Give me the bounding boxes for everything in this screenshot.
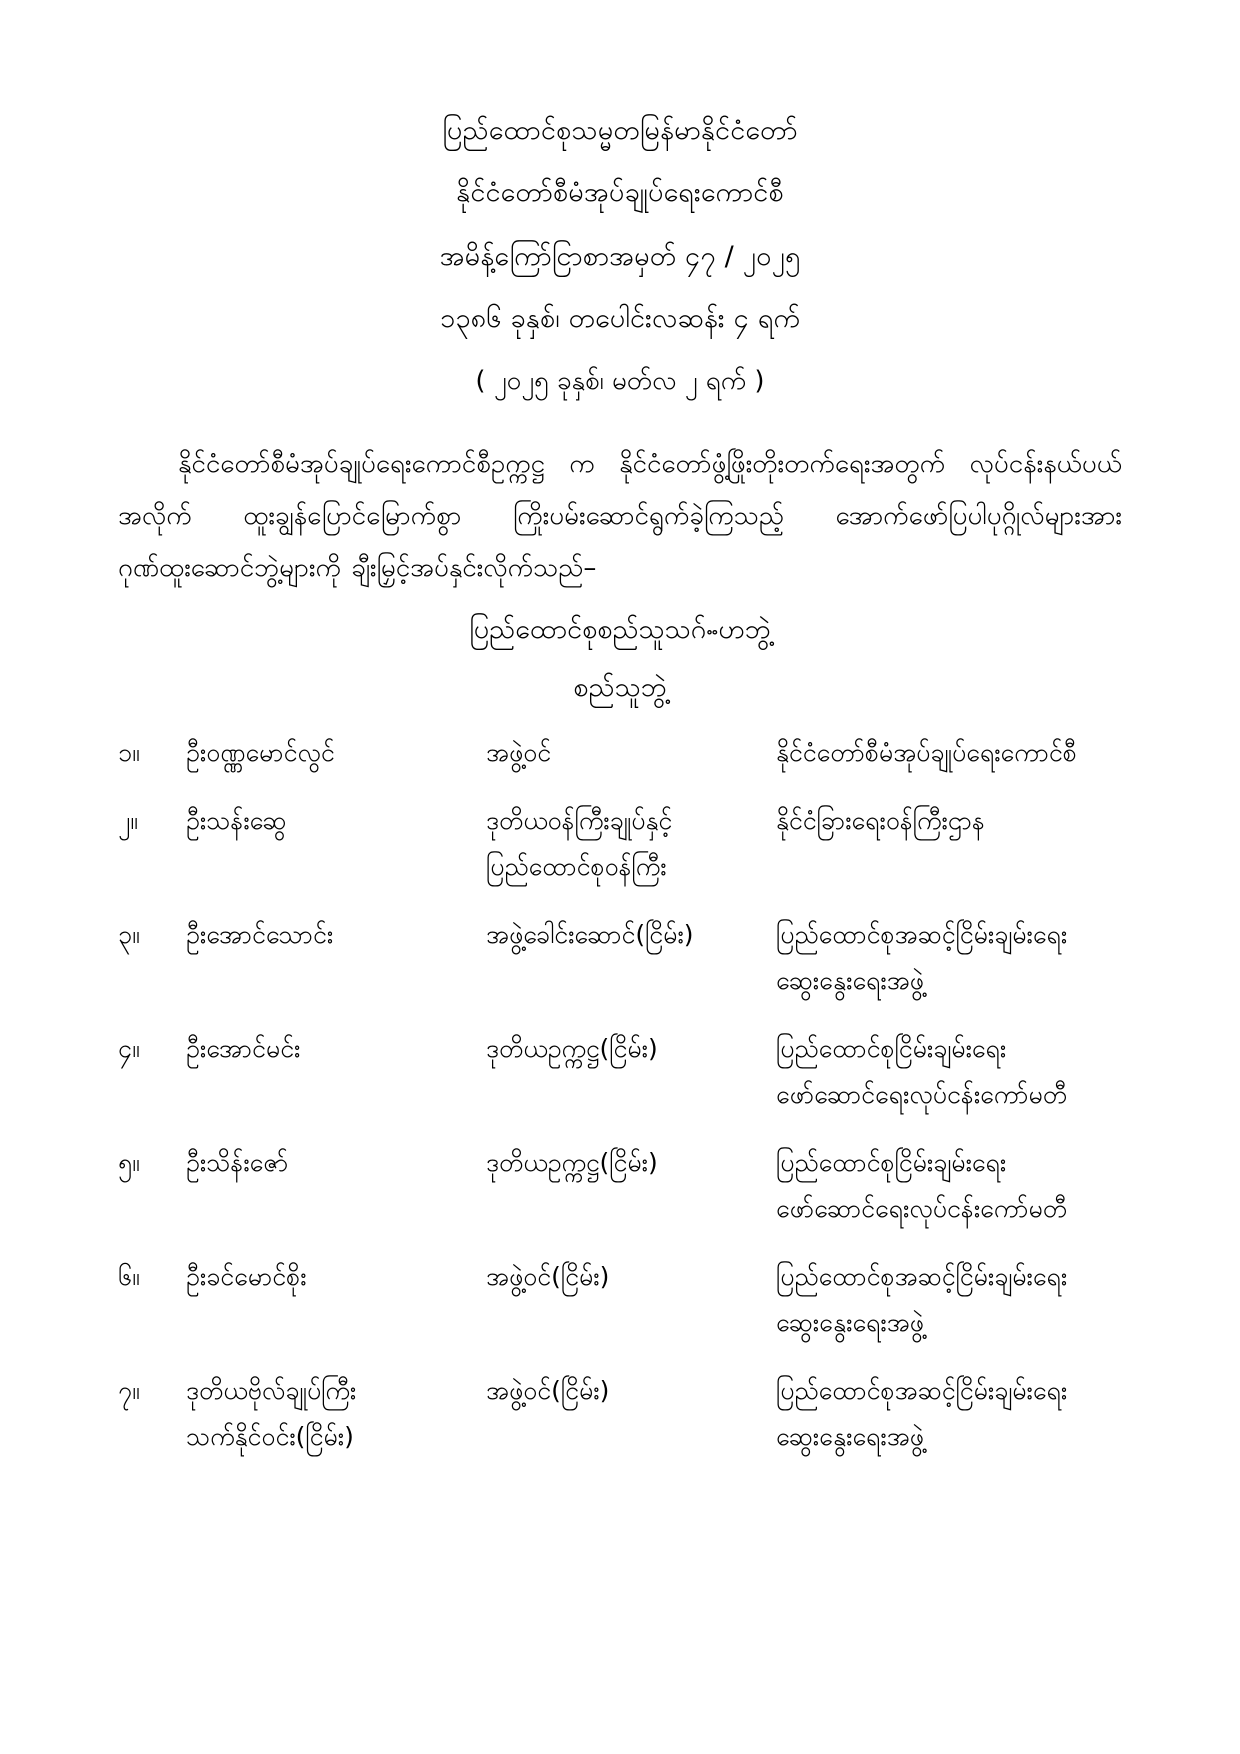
row-org-main: နိုင်ငံတော်စီမံအုပ်ချုပ်ရေးကောင်စီ: [776, 738, 1077, 767]
row-name-main: ဦးသန်းဆွေ: [186, 806, 287, 835]
table-row: [118, 798, 1122, 912]
row-role: [486, 912, 776, 1026]
header-notification-number: အမိန့်ကြော်ငြာစာအမှတ် ၄၇ / ၂၀၂၅: [439, 241, 801, 272]
row-name-main: ဦးဝဏ္ဏမောင်လွင်: [186, 738, 335, 767]
row-name-main: ဦးခင်မောင်စိုး: [186, 1262, 307, 1291]
row-org: [776, 1254, 1122, 1368]
table-row: [118, 1026, 1122, 1140]
row-name: [186, 912, 486, 1026]
row-org-sub: ဆွေးနွေးရေးအဖွဲ့: [776, 966, 924, 995]
row-name: [186, 1254, 486, 1368]
row-role-main: ဒုတိယဥက္ကဋ္ဌ(ငြိမ်း): [486, 1034, 658, 1063]
row-role-main: ဒုတိယဥက္ကဋ္ဌ(ငြိမ်း): [486, 1148, 658, 1177]
row-role-main: အဖွဲ့ဝင်: [486, 738, 552, 767]
row-role: [486, 1140, 776, 1254]
row-name-main: ဦးအောင်မင်း: [186, 1034, 301, 1063]
row-number: ၅။: [118, 1148, 140, 1177]
row-role: [486, 1026, 776, 1140]
row-role-main: အဖွဲ့ဝင်(ငြိမ်း): [486, 1376, 610, 1405]
row-org: [776, 1140, 1122, 1254]
row-org-main: ပြည်ထောင်စုငြိမ်းချမ်းရေး: [776, 1148, 1007, 1177]
row-org: [776, 1368, 1122, 1482]
row-org-main: နိုင်ငံခြားရေးဝန်ကြီးဌာန: [776, 806, 985, 835]
row-role-main: ဒုတိယဝန်ကြီးချုပ်နှင့်: [486, 806, 673, 835]
row-org-main: ပြည်ထောင်စုအဆင့်ငြိမ်းချမ်းရေး: [776, 1262, 1068, 1291]
row-org: [776, 798, 1122, 912]
row-org: [776, 730, 1122, 798]
header-country-line: ပြည်ထောင်စုသမ္မတမြန်မာနိုင်ငံတော်: [442, 115, 798, 146]
row-name: [186, 798, 486, 912]
document-header: [118, 100, 1122, 412]
recipients-table: [118, 730, 1122, 1482]
row-number: ၁။: [118, 738, 140, 767]
row-name-sub: သက်နိုင်ဝင်း(ငြိမ်း): [186, 1422, 354, 1451]
table-row: [118, 1140, 1122, 1254]
row-role: [486, 1368, 776, 1482]
row-role-main: အဖွဲ့ခေါင်းဆောင်(ငြိမ်း): [486, 920, 694, 949]
row-org: [776, 1026, 1122, 1140]
row-number: ၄။: [118, 1034, 140, 1063]
award-subtitle: စည်သူဘွဲ့: [573, 672, 667, 703]
row-name: [186, 730, 486, 798]
row-org-sub: ဆွေးနွေးရေးအဖွဲ့: [776, 1308, 924, 1337]
row-name: [186, 1140, 486, 1254]
row-name-main: ဦးအောင်သောင်း: [186, 920, 334, 949]
row-number: ၃။: [118, 920, 140, 949]
row-name: [186, 1026, 486, 1140]
row-number: ၇။: [118, 1376, 140, 1405]
row-org-main: ပြည်ထောင်စုငြိမ်းချမ်းရေး: [776, 1034, 1007, 1063]
award-title: ပြည်ထောင်စုစည်သူသဂ်ႌဟဘွဲ့: [469, 614, 771, 645]
row-role-sub: ပြည်ထောင်စုဝန်ကြီး: [486, 852, 667, 881]
row-org-sub: ဖော်ဆောင်ရေးလုပ်ငန်းကော်မတီ: [776, 1194, 1068, 1223]
header-gregorian-date: ( ၂၀၂၅ ခုနှစ်၊ မတ်လ ၂ ရက် ): [475, 366, 765, 396]
row-number: ၆။: [118, 1262, 140, 1291]
row-role-main: အဖွဲ့ဝင်(ငြိမ်း): [486, 1262, 610, 1291]
row-org-main: ပြည်ထောင်စုအဆင့်ငြိမ်းချမ်းရေး: [776, 1376, 1068, 1405]
row-number: ၂။: [118, 806, 138, 835]
row-role: [486, 730, 776, 798]
row-name: [186, 1368, 486, 1482]
header-burmese-date: ၁၃၈၆ ခုနှစ်၊ တပေါင်းလဆန်း ၄ ရက်: [439, 303, 801, 334]
row-role: [486, 1254, 776, 1368]
row-role: [486, 798, 776, 912]
table-row: [118, 912, 1122, 1026]
table-row: [118, 730, 1122, 798]
body-paragraph: နိုင်ငံတော်စီမံအုပ်ချုပ်ရေးကောင်စီဥက္ကဋ္ဌ က နိုင်ငံတော်ဖွံ့ဖြိုးတိုးတက်ရေးအတွက် လုပ်ငန်းနယ်ပယ်အလိုက် ထူးချွန်ပြောင်မြောက်စွာ ကြိုးပမ်းဆောင်ရွက်ခဲ့ကြသည့် အောက်ဖော်ပြပါပုဂ္ဂိုလ်များအား ဂုဏ်ထူးဆောင်ဘွဲ့များကို ချီးမြှင့်အပ်နှင်းလိုက်သည်–: [118, 449, 1122, 583]
table-row: [118, 1254, 1122, 1368]
row-name-main: ဒုတိယဗိုလ်ချုပ်ကြီး: [186, 1376, 357, 1405]
row-org-sub: ဖော်ဆောင်ရေးလုပ်ငန်းကော်မတီ: [776, 1080, 1068, 1109]
row-org: [776, 912, 1122, 1026]
row-org-sub: ဆွေးနွေးရေးအဖွဲ့: [776, 1422, 924, 1451]
header-council-line: နိုင်ငံတော်စီမံအုပ်ချုပ်ရေးကောင်စီ: [456, 177, 784, 208]
table-row: [118, 1368, 1122, 1482]
row-org-main: ပြည်ထောင်စုအဆင့်ငြိမ်းချမ်းရေး: [776, 920, 1068, 949]
row-name-main: ဦးသိန်းဇော်: [186, 1148, 289, 1177]
